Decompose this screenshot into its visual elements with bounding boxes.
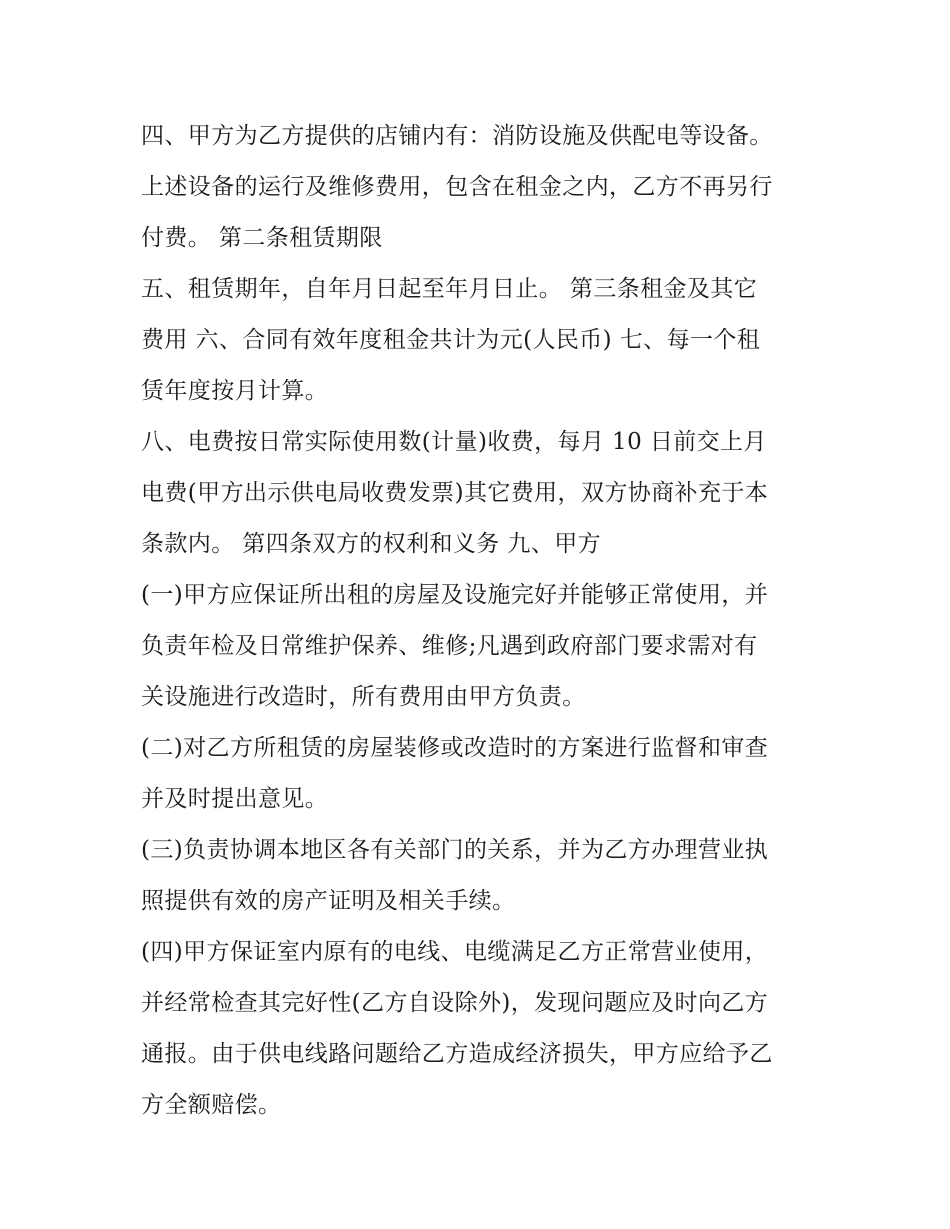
text-line: 五、租赁期年，自年月日起至年月日止。 第三条租金及其它: [141, 276, 758, 302]
text-line: 通报。由于供电线路问题给乙方造成经济损失，甲方应给予乙: [141, 1041, 773, 1067]
text-line: 八、电费按日常实际使用数(计量)收费，每月 10 日前交上月: [141, 429, 767, 455]
text-line: 关设施进行改造时，所有费用由甲方负责。: [141, 684, 586, 710]
text-line: 负责年检及日常维护保养、维修;凡遇到政府部门要求需对有: [141, 633, 758, 659]
text-line: 上述设备的运行及维修费用，包含在租金之内，乙方不再另行: [141, 174, 773, 200]
text-line: 电费(甲方出示供电局收费发票)其它费用，双方协商补充于本: [141, 480, 769, 506]
text-line: 条款内。 第四条双方的权利和义务 九、甲方: [141, 531, 602, 557]
text-line: 并经常检查其完好性(乙方自设除外)，发现问题应及时向乙方: [141, 990, 769, 1016]
contract-text: [141, 111, 821, 1131]
text-line: 照提供有效的房产证明及相关手续。: [141, 888, 516, 914]
text-line: (三)负责协调本地区各有关部门的关系，并为乙方办理营业执: [141, 837, 769, 863]
text-line: 方全额赔偿。: [141, 1092, 282, 1118]
text-line: 付费。 第二条租赁期限: [141, 225, 383, 251]
text-line: 并及时提出意见。: [141, 786, 329, 812]
text-line: (一)甲方应保证所出租的房屋及设施完好并能够正常使用，并: [141, 582, 769, 608]
text-line: 赁年度按月计算。: [141, 378, 329, 404]
text-line: 四、甲方为乙方提供的店铺内有：消防设施及供配电等设备。: [141, 123, 773, 149]
text-line: (四)甲方保证室内原有的电线、电缆满足乙方正常营业使用，: [141, 939, 769, 965]
text-line: (二)对乙方所租赁的房屋装修或改造时的方案进行监督和审查: [141, 735, 769, 761]
text-line: 费用 六、合同有效年度租金共计为元(人民币) 七、每一个租: [141, 327, 761, 353]
